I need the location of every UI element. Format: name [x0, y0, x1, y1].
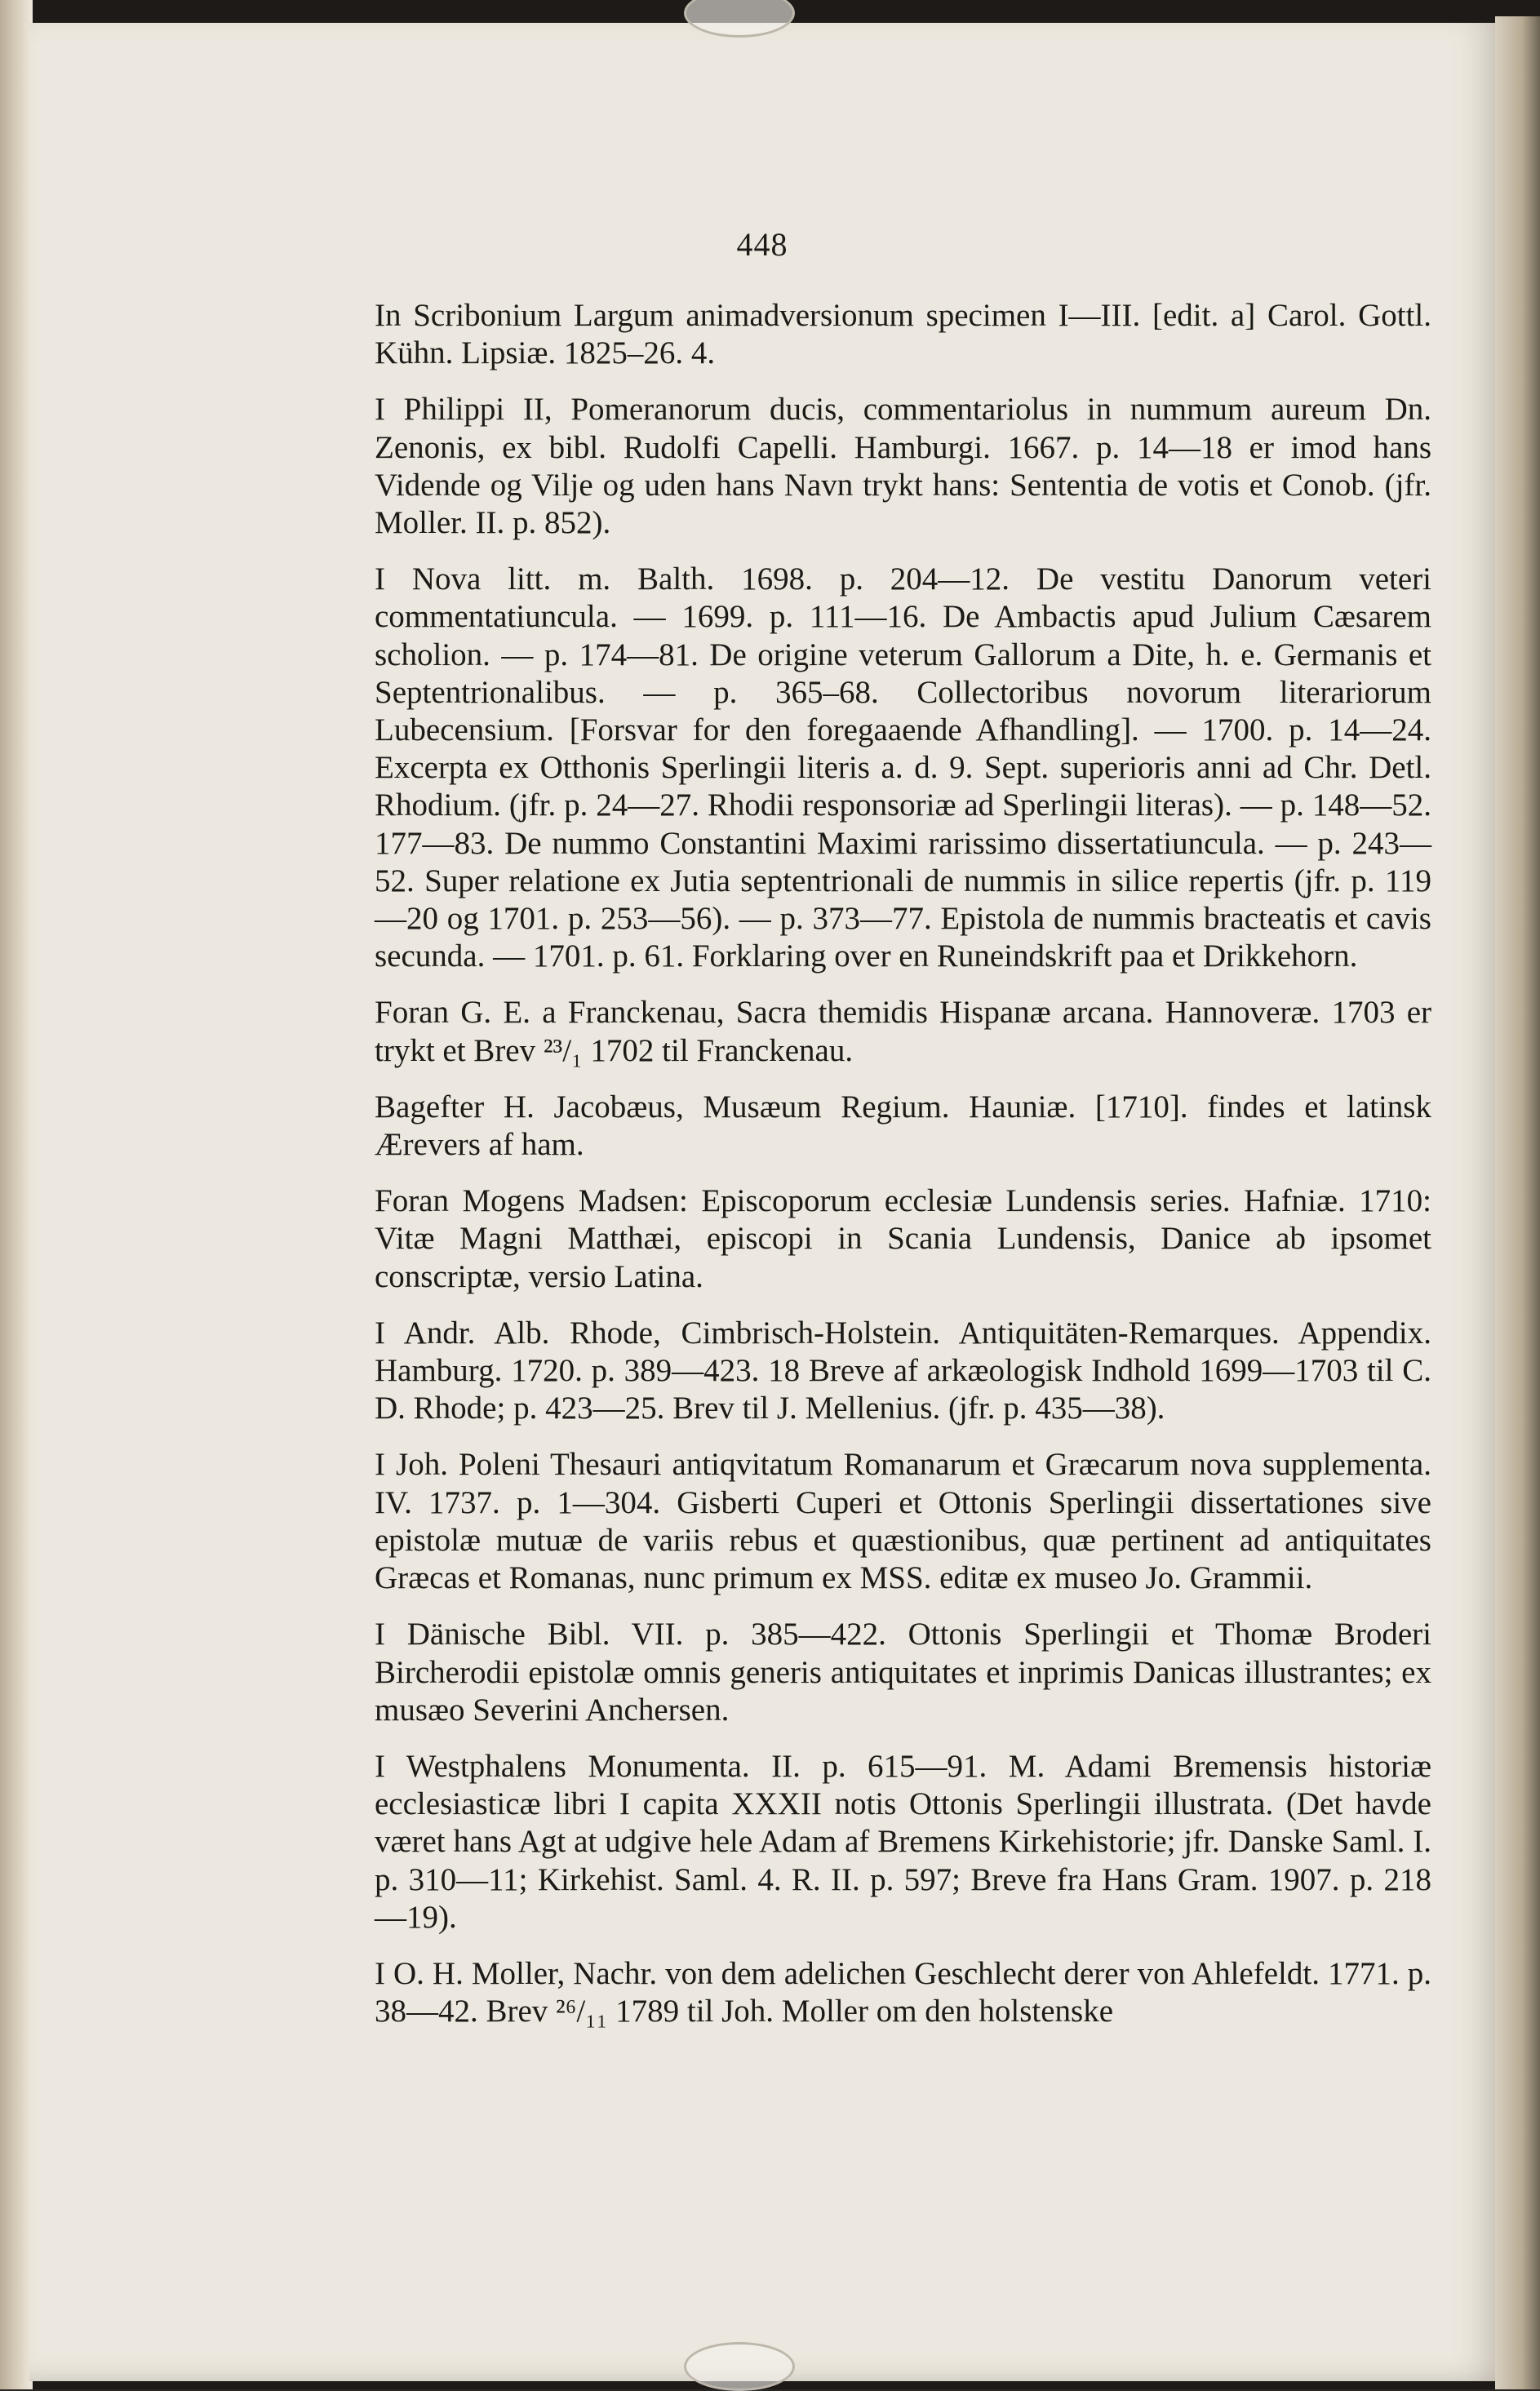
bibliography-entry: Foran G. E. a Franckenau, Sacra themidis Hispanæ arcana. Hannoveræ. 1703 er trykt et Brev ²³/₁ 1702 til Franckenau. [375, 995, 1431, 1068]
bibliography-entry: I Nova litt. m. Balth. 1698. p. 204—12. De vestitu Danorum veteri commentatiuncula. — 1699. p. 111—16. De Ambactis apud Julium Cæsarem scholion. — p. 174—81. De origine veterum Gallorum a Dite, h. e. Germanis et Septentrionalibus. — p. 365–68. Collectoribus novorum literariorum Lubecensium. [Forsvar for den foregaaende Afhandling]. — 1700. p. 14—24. Excerpta ex Otthonis Sperlingii literis a. d. 9. Sept. superioris anni ad Chr. Detl. Rhodium. (jfr. p. 24—27. Rhodii responsoriæ ad Sperlingii literas). — p. 148—52. 177—83. De nummo Constantini Maximi rarissimo dissertatiuncula. — p. 243—52. Super relatione ex Jutia septentrionali de nummis in silice repertis (jfr. p. 119—20 og 1701. p. 253—56). — p. 373—77. Epistola de nummis bracteatis et cavis secunda. — 1701. p. 61. Forklaring over en Runeindskrift paa et Drikkehorn. [375, 561, 1431, 974]
bibliography-entry: Bagefter H. Jacobæus, Musæum Regium. Hauniæ. [1710]. findes et latinsk Ærevers af ham. [375, 1089, 1431, 1163]
page-number: 448 [736, 226, 788, 263]
bibliography-entries [375, 297, 1431, 2030]
bibliography-entry: I Dänische Bibl. VII. p. 385—422. Ottonis Sperlingii et Thomæ Broderi Bircherodii epistolæ omnis generis antiquitates et inprimis Danicas illustrantes; ex musæo Severini Anchersen. [375, 1617, 1431, 1728]
bibliography-entry: In Scribonium Largum animadversionum specimen I—III. [edit. a] Carol. Gottl. Kühn. Lipsiæ. 1825–26. 4. [375, 298, 1431, 371]
bibliography-entry: Foran Mogens Madsen: Episcoporum ecclesiæ Lundensis series. Hafniæ. 1710: Vitæ Magni Matthæi, episcopi in Scania Lundensis, Danice ab ipsomet conscriptæ, versio Latina. [375, 1183, 1431, 1294]
book-page [29, 23, 1495, 2381]
scanner-clip-bottom [684, 2342, 795, 2391]
bibliography-entry: I Joh. Poleni Thesauri antiqvitatum Romanarum et Græcarum nova supplementa. IV. 1737. p. 1—304. Gisberti Cuperi et Ottonis Sperlingii dissertationes sive epistolæ mutuæ de variis rebus et quæstionibus, quæ pertinent ad antiquitates Græcas et Romanas, nunc primum ex MSS. editæ ex museo Jo. Grammii. [375, 1447, 1431, 1596]
page-fore-edge [1495, 16, 1540, 2389]
bibliography-entry: I Westphalens Monumenta. II. p. 615—91. M. Adami Bremensis historiæ ecclesiasticæ libri I capita XXXII notis Ottonis Sperlingii illustrata. (Det havde været hans Agt at udgive hele Adam af Bremens Kirkehistorie; jfr. Danske Saml. I. p. 310—11; Kirkehist. Saml. 4. R. II. p. 597; Breve fra Hans Gram. 1907. p. 218—19). [375, 1748, 1431, 1935]
bibliography-entry: I Andr. Alb. Rhode, Cimbrisch-Holstein. Antiquitäten-Remarques. Appendix. Hamburg. 1720. p. 389—423. 18 Breve af arkæologisk Indhold 1699—1703 til C. D. Rhode; p. 423—25. Brev til J. Mellenius. (jfr. p. 435—38). [375, 1315, 1431, 1426]
bibliography-entry: I Philippi II, Pomeranorum ducis, commentariolus in nummum aureum Dn. Zenonis, ex bibl. Rudolfi Capelli. Hamburgi. 1667. p. 14—18 er imod hans Vidende og Vilje og uden hans Navn trykt hans: Sententia de votis et Conob. (jfr. Moller. II. p. 852). [375, 392, 1431, 541]
book-spine-edge [0, 0, 33, 2389]
bibliography-entry: I O. H. Moller, Nachr. von dem adelichen Geschlecht derer von Ahlefeldt. 1771. p. 38—42. Brev ²⁶/₁₁ 1789 til Joh. Moller om den holstenske [375, 1955, 1431, 2029]
